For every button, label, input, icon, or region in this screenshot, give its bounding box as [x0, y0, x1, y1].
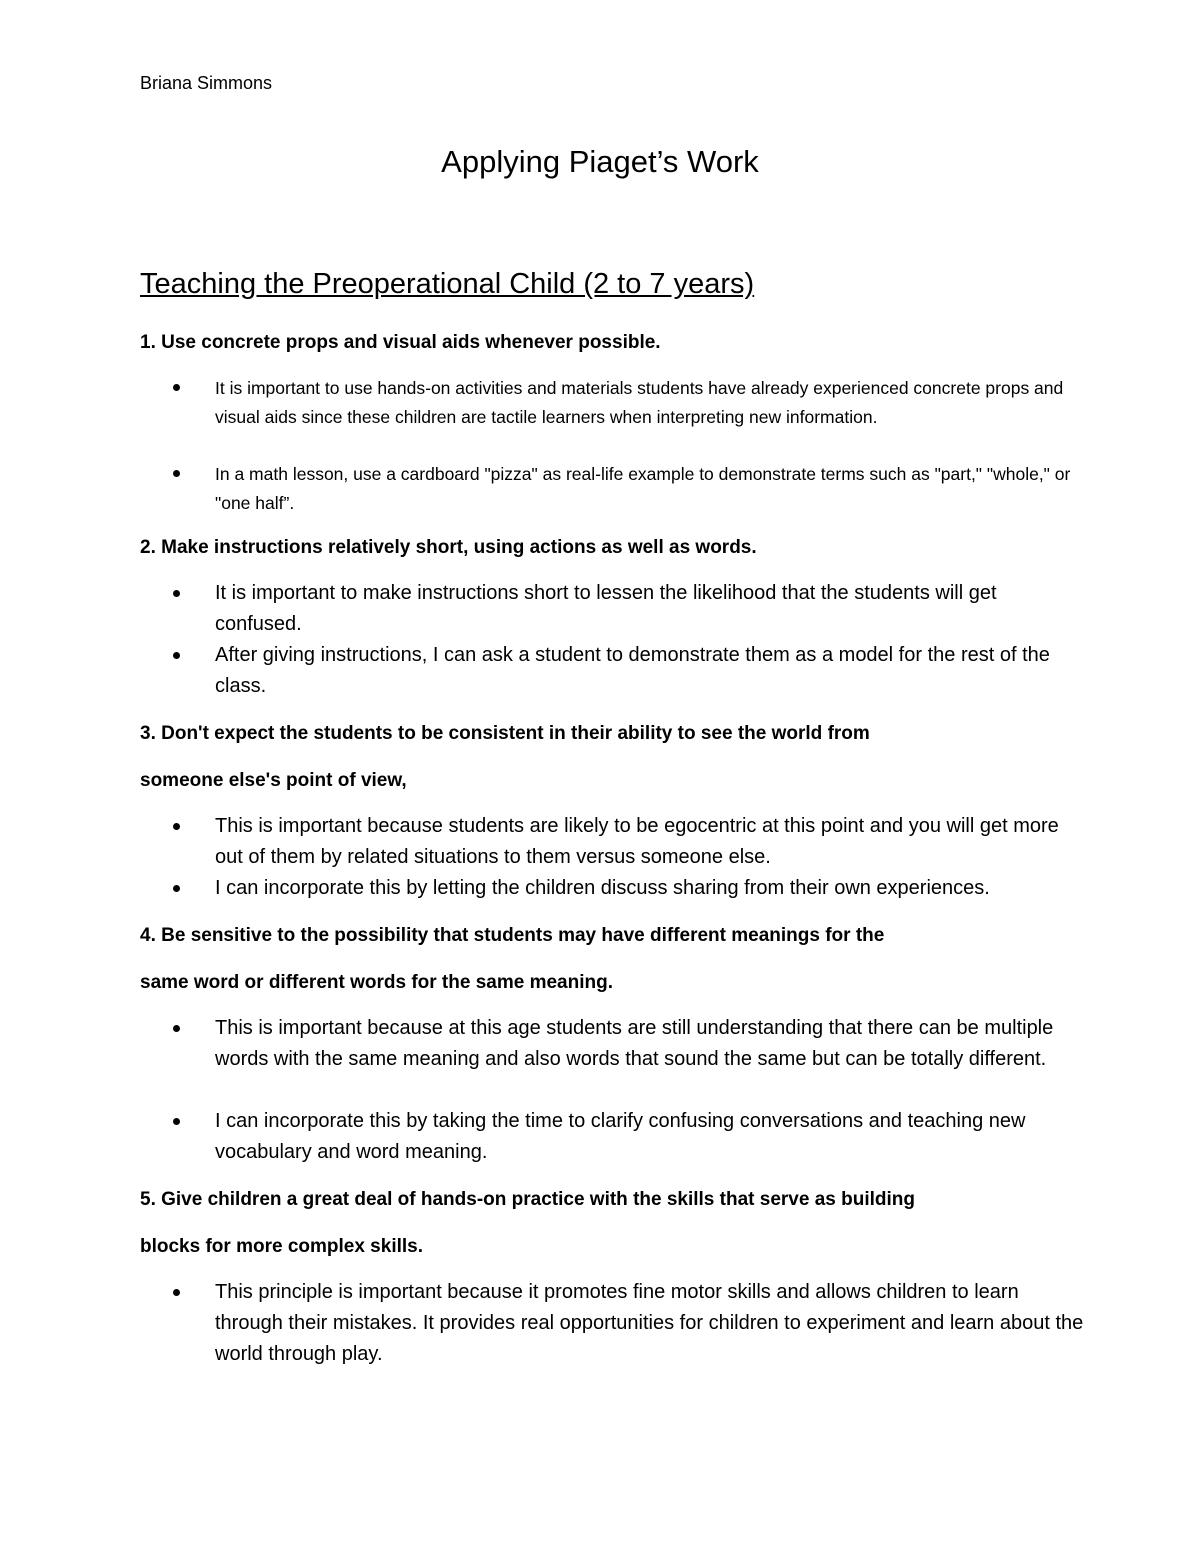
bullet-icon	[173, 885, 180, 892]
bullet-text: It is important to make instructions short to lessen the likelihood that the students will get confused.	[215, 582, 997, 635]
bullet-text: In a math lesson, use a cardboard "pizza" as real-life example to demonstrate terms such as "part," "whole," or "one half”.	[215, 464, 1071, 513]
bullet-text: I can incorporate this by taking the time to clarify confusing conversations and teaching new vocabulary and word meaning.	[215, 1110, 1026, 1163]
bullet-icon	[173, 823, 180, 830]
bullet-text: This principle is important because it promotes fine motor skills and allows children to learn through their mistakes. It provides real opportunities for children to experiment and learn about the world through play.	[215, 1281, 1084, 1365]
document-title: Applying Piaget’s Work	[441, 144, 759, 179]
principle-1-heading: 1. Use concrete props and visual aids whenever possible.	[140, 332, 661, 353]
bullet-icon	[173, 1289, 180, 1296]
principle-2-heading: 2. Make instructions relatively short, using actions as well as words.	[140, 537, 757, 558]
principle-5-bullet-1	[215, 1277, 1085, 1370]
principle-4-bullet-1	[215, 1013, 1085, 1075]
principle-4-bullet-2	[215, 1106, 1085, 1168]
bullet-text: It is important to use hands-on activities and materials students have already experienced concrete props and visual aids since these children are tactile learners when interpreting new information.	[215, 378, 1064, 427]
principle-1-bullet-2	[215, 460, 1085, 517]
principle-1-bullet-1	[215, 374, 1085, 431]
principle-5-heading-line-2: blocks for more complex skills.	[140, 1236, 423, 1257]
principle-5-heading-line-1: 5. Give children a great deal of hands-on practice with the skills that serve as building	[140, 1189, 915, 1210]
bullet-text: After giving instructions, I can ask a student to demonstrate them as a model for the rest of the class.	[215, 644, 1050, 697]
bullet-icon	[173, 1118, 180, 1125]
principle-3-heading-line-1: 3. Don't expect the students to be consistent in their ability to see the world from	[140, 723, 870, 744]
principle-4-heading-line-1: 4. Be sensitive to the possibility that students may have different meanings for the	[140, 925, 885, 946]
bullet-icon	[173, 470, 180, 477]
principle-3-bullet-2	[215, 873, 1085, 904]
section-heading: Teaching the Preoperational Child (2 to 7 years)	[140, 268, 755, 300]
bullet-text: This is important because students are likely to be egocentric at this point and you will get more out of them by related situations to them versus someone else.	[215, 815, 1059, 868]
bullet-icon	[173, 384, 180, 391]
principle-2-bullet-2	[215, 640, 1085, 702]
principle-4-heading-line-2: same word or different words for the same meaning.	[140, 972, 613, 993]
bullet-text: This is important because at this age students are still understanding that there can be multiple words with the same meaning and also words that sound the same but can be totally different.	[215, 1017, 1054, 1070]
principle-3-heading-line-2: someone else's point of view,	[140, 770, 407, 791]
bullet-icon	[173, 590, 180, 597]
principle-3-bullet-1	[215, 811, 1085, 873]
author-name: Briana Simmons	[140, 73, 273, 93]
bullet-text: I can incorporate this by letting the children discuss sharing from their own experiences.	[215, 877, 990, 899]
bullet-icon	[173, 652, 180, 659]
principle-2-bullet-1	[215, 578, 1085, 640]
bullet-icon	[173, 1025, 180, 1032]
